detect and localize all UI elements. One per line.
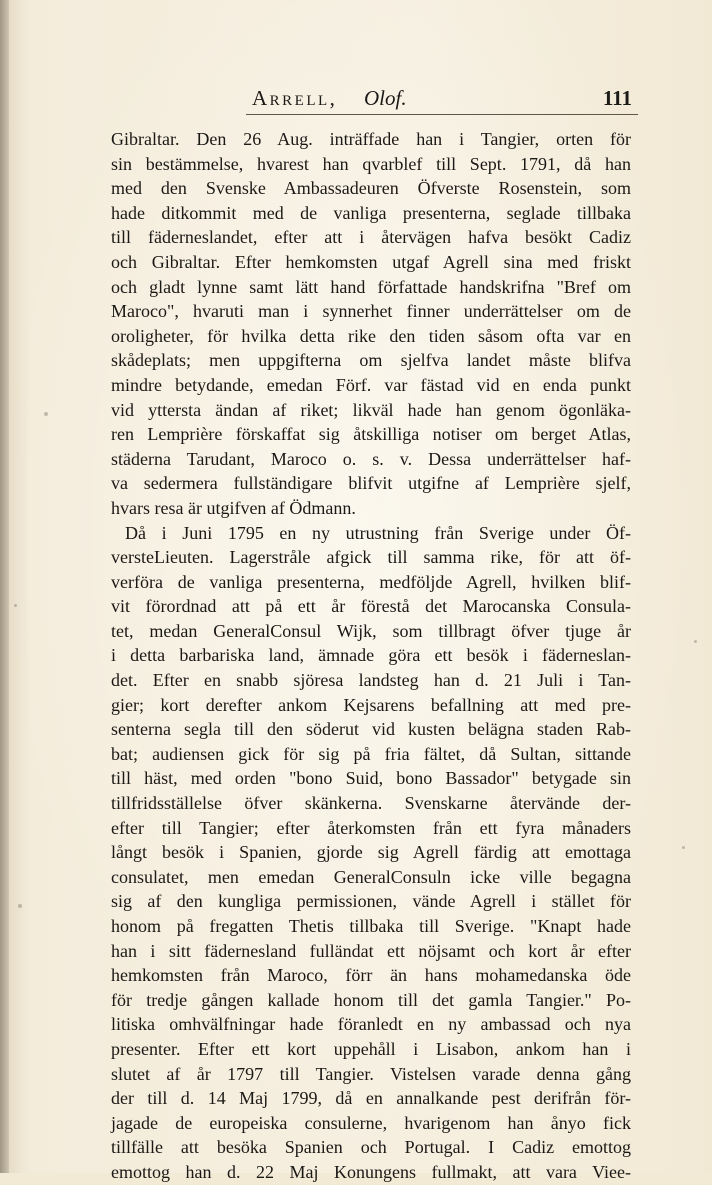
text-line: tet, medan GeneralConsul Wijk, som tillbragt öfver tjuge år (111, 620, 631, 641)
text-line: va sedermera fullständigare blifvit utgifne af Lemprière sjelf, (111, 473, 631, 494)
text-line: mindre betydande, emedan Förf. var fästad vid en enda punkt (111, 374, 631, 395)
text-line: senterna segla till den söderut vid kusten belägna staden Rab- (111, 719, 631, 740)
paper-spot (14, 604, 17, 607)
text-line: och gladt lynne samt lätt hand författade handskrifna "Bref om (111, 276, 631, 297)
paper-spot (18, 904, 22, 908)
text-line: för tredje gången kallade honom till det gamla Tangier." Po- (111, 989, 631, 1010)
text-line: till fäderneslandet, efter att i återvägen hafva besökt Cadiz (111, 227, 631, 248)
paper-spot (44, 412, 48, 416)
text-line: jagade de europeiska consulerne, hvarigenom han ånyo fick (111, 1112, 631, 1133)
text-line: vit förordnad att på ett år förestå det Marocanska Consula- (111, 596, 631, 617)
paragraph-end-line: hvars resa är utgifven af Ödmann. (111, 497, 356, 518)
text-line: presenter. Efter ett kort uppehåll i Lisabon, ankom han i (111, 1038, 631, 1059)
page-number: 111 (602, 86, 632, 110)
header-surname: Arrell, (252, 86, 338, 110)
text-line: städerna Tarudant, Maroco o. s. v. Dessa underrättelser haf- (111, 448, 631, 469)
running-header (252, 86, 632, 114)
text-line: hemkomsten från Maroco, förr än hans mohamedanska öde (111, 965, 631, 986)
text-line: efter till Tangier; efter återkomsten från ett fyra månaders (111, 817, 631, 838)
text-line: consulatet, men emedan GeneralConsuln icke ville begagna (111, 866, 631, 887)
text-line: och Gibraltar. Efter hemkomsten utgaf Agrell sina med friskt (111, 251, 631, 272)
text-line: tillfridsställelse öfver skänkerna. Svenskarne återvände der- (111, 793, 631, 814)
page-binding-edge (0, 0, 9, 1173)
text-line: långt besök i Spanien, gjorde sig Agrell färdig att emottaga (111, 842, 631, 863)
text-line: till häst, med orden "bono Suid, bono Bassador" betygade sin (111, 768, 631, 789)
text-line: vid yttersta ändan af riket; likväl hade han genom ögonläka- (111, 399, 631, 420)
text-line: sin bestämmelse, hvarest han qvarblef till Sept. 1791, då han (111, 153, 631, 174)
text-line: sig af den kungliga permissionen, vände Agrell i stället för (111, 891, 631, 912)
text-line: skådeplats; men uppgifterna om sjelfva landet måste blifva (111, 350, 631, 371)
text-line: det. Efter en snabb sjöresa landsteg han d. 21 Juli i Tan- (111, 670, 631, 691)
text-line: slutet af år 1797 till Tangier. Vistelsen varade denna gång (111, 1063, 631, 1084)
paper-spot (694, 640, 697, 643)
header-given-name: Olof. (364, 86, 407, 110)
header-rule (246, 114, 638, 115)
text-line: versteLieuten. Lagerstråle afgick till samma rike, för att öf- (111, 547, 631, 568)
text-line: hade ditkommit med de vanliga presenterna, seglade tillbaka (111, 202, 631, 223)
text-line: oroligheter, för hvilka detta rike den tiden såsom ofta var en (111, 325, 631, 346)
text-line: litiska omhvälfningar hade föranledt en ny ambassad och nya (111, 1014, 631, 1035)
text-line: ren Lemprière förskaffat sig åtskilliga notiser om berget Atlas, (111, 424, 631, 445)
text-line: bat; audiensen gick för sig på fria fältet, då Sultan, sittande (111, 743, 631, 764)
text-line: honom på fregatten Thetis tillbaka till Sverige. "Knapt hade (111, 916, 631, 936)
body-text (111, 127, 631, 1185)
text-line: med den Svenske Ambassadeuren Öfverste Rosenstein, som (111, 178, 631, 199)
text-line: verföra de vanliga presenterna, medföljde Agrell, hvilken blif- (111, 571, 631, 592)
text-line: gier; kort derefter ankom Kejsarens befallning att med pre- (111, 694, 631, 715)
paragraph-start-line: Då i Juni 1795 en ny utrustning från Sverige under Öf- (125, 522, 631, 543)
text-line: han i sitt fädernesland fulländat ett nöjsamt och kort år efter (111, 940, 631, 961)
paper-spot (682, 846, 685, 849)
text-line: emottog han d. 22 Maj Konungens fullmakt, att vara Viee- (111, 1161, 631, 1182)
text-line: Maroco", hvaruti man i synnerhet finner underrättelser om de (111, 301, 631, 322)
text-line: tillfälle att besöka Spanien och Portugal. I Cadiz emottog (111, 1137, 631, 1158)
text-line: der till d. 14 Maj 1799, då en annalkande pest derifrån för- (111, 1088, 631, 1109)
text-line: Gibraltar. Den 26 Aug. inträffade han i Tangier, orten för (111, 129, 631, 149)
text-line: i detta barbariska land, ämnade göra ett besök i fäderneslan- (111, 645, 631, 666)
